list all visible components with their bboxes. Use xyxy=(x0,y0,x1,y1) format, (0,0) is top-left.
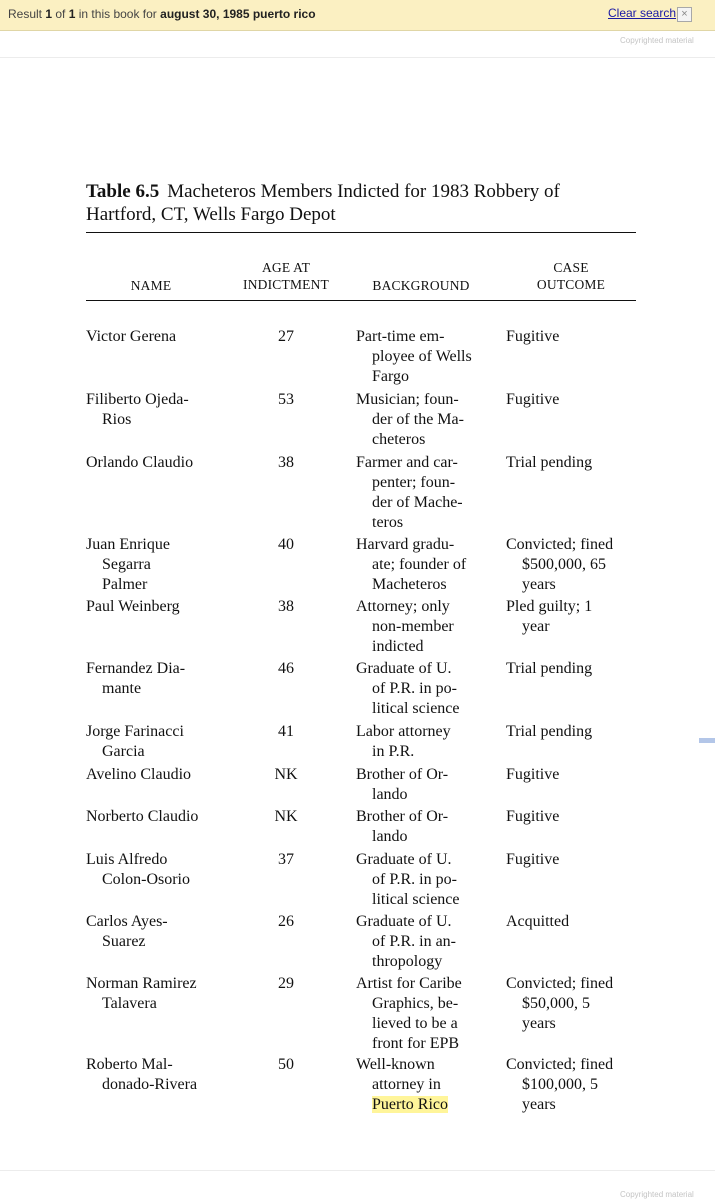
background-line: of P.R. in an- xyxy=(372,933,456,950)
outcome-line: Convicted; fined xyxy=(506,1056,614,1073)
name-line: Filiberto Ojeda- xyxy=(86,391,189,408)
cell-name xyxy=(86,807,261,827)
background-line: Harvard gradu- xyxy=(356,536,455,553)
background-line: cheteros xyxy=(372,431,426,448)
cell-age: 37 xyxy=(278,851,294,868)
name-line: Talavera xyxy=(102,995,157,1012)
outcome-line: $50,000, 5 xyxy=(522,995,590,1012)
page-bottom-strip xyxy=(0,1170,715,1201)
cell-name xyxy=(86,912,261,952)
background-line: Attorney; only xyxy=(356,598,450,615)
name-line: Luis Alfredo xyxy=(86,851,168,868)
background-line: Graduate of U. xyxy=(356,913,452,930)
table-header-rule xyxy=(86,300,636,301)
outcome-line: years xyxy=(522,576,556,593)
name-line: Suarez xyxy=(102,933,146,950)
header-outcome-line1: CASE xyxy=(553,260,589,275)
outcome-line: Fugitive xyxy=(506,391,560,408)
cell-name xyxy=(86,390,261,430)
cell-name xyxy=(86,597,261,617)
cell-age: 38 xyxy=(278,598,294,615)
cell-name xyxy=(86,722,261,762)
cell-background xyxy=(356,327,496,387)
cell-age: 27 xyxy=(278,328,294,345)
outcome-line: years xyxy=(522,1015,556,1032)
cell-name xyxy=(86,659,261,699)
background-line: penter; foun- xyxy=(372,474,456,491)
name-line: Paul Weinberg xyxy=(86,598,180,615)
outcome-line: Trial pending xyxy=(506,454,593,471)
name-line: Roberto Mal- xyxy=(86,1056,173,1073)
header-outcome-line2: OUTCOME xyxy=(536,277,606,292)
background-line: Brother of Or- xyxy=(356,766,449,783)
header-name: NAME xyxy=(130,278,172,293)
cell-outcome xyxy=(506,912,646,932)
cell-name xyxy=(86,453,261,473)
outcome-line: years xyxy=(522,1096,556,1113)
close-icon[interactable]: × xyxy=(677,7,692,22)
cell-name xyxy=(86,974,261,1014)
cell-outcome xyxy=(506,722,646,742)
name-line: Avelino Claudio xyxy=(86,766,192,783)
name-line: Palmer xyxy=(102,576,148,593)
cell-name xyxy=(86,1055,261,1095)
background-line: Brother of Or- xyxy=(356,808,449,825)
background-line: lando xyxy=(372,828,408,845)
background-line: lieved to be a xyxy=(372,1015,458,1032)
cell-background xyxy=(356,453,496,533)
background-line: teros xyxy=(372,514,404,531)
outcome-line: Trial pending xyxy=(506,660,593,677)
cell-age: 50 xyxy=(278,1056,294,1073)
cell-background xyxy=(356,535,496,595)
table-top-rule xyxy=(86,232,636,233)
background-line: front for EPB xyxy=(372,1035,460,1052)
background-line: Graduate of U. xyxy=(356,660,452,677)
background-line: Labor attorney xyxy=(356,723,451,740)
cell-age: NK xyxy=(274,766,298,783)
cell-name xyxy=(86,765,261,785)
background-line: Well-known xyxy=(356,1056,435,1073)
background-line: Macheteros xyxy=(372,576,447,593)
outcome-line: $500,000, 65 xyxy=(522,556,606,573)
outcome-line: Acquitted xyxy=(506,913,570,930)
outcome-line: Fugitive xyxy=(506,766,560,783)
name-line: Victor Gerena xyxy=(86,328,177,345)
cell-outcome xyxy=(506,765,646,785)
cell-age: 41 xyxy=(278,723,294,740)
outcome-line: Fugitive xyxy=(506,851,560,868)
background-line: litical science xyxy=(372,891,460,908)
cell-background xyxy=(356,390,496,450)
cell-background xyxy=(356,912,496,972)
outcome-line: Convicted; fined xyxy=(506,975,614,992)
background-line: of P.R. in po- xyxy=(372,680,457,697)
background-line: non-member xyxy=(372,618,454,635)
name-line: Juan Enrique xyxy=(86,536,170,553)
search-result-text: Result 1 of 1 in this book for august 30, 1985 puerto rico xyxy=(8,7,316,21)
name-line: Colon-Osorio xyxy=(102,871,190,888)
name-line: Segarra xyxy=(102,556,151,573)
cell-background xyxy=(356,850,496,910)
background-line: Graphics, be- xyxy=(372,995,459,1012)
cell-name xyxy=(86,327,261,347)
background-line: Musician; foun- xyxy=(356,391,459,408)
background-line: Artist for Caribe xyxy=(356,975,462,992)
result-current: 1 xyxy=(45,7,53,21)
background-line: Part-time em- xyxy=(356,328,445,345)
name-line: donado-Rivera xyxy=(102,1076,198,1093)
scroll-marker[interactable] xyxy=(699,738,715,743)
background-line: der of Mache- xyxy=(372,494,463,511)
cell-outcome xyxy=(506,327,646,347)
outcome-line: Fugitive xyxy=(506,328,560,345)
cell-background xyxy=(356,974,496,1054)
background-line: of P.R. in po- xyxy=(372,871,457,888)
name-line: Orlando Claudio xyxy=(86,454,194,471)
cell-age: 38 xyxy=(278,454,294,471)
cell-outcome xyxy=(506,659,646,679)
cell-outcome xyxy=(506,597,646,637)
cell-age: 46 xyxy=(278,660,294,677)
cell-outcome xyxy=(506,390,646,410)
search-query: august 30, 1985 puerto rico xyxy=(160,7,316,21)
background-line: thropology xyxy=(372,953,443,970)
cell-background xyxy=(356,597,496,657)
header-age-line2: INDICTMENT xyxy=(243,277,329,292)
background-line: in P.R. xyxy=(372,743,415,760)
background-line: Fargo xyxy=(372,368,410,385)
copyright-notice-top: Copyrighted material xyxy=(620,36,694,45)
name-line: Rios xyxy=(102,411,132,428)
name-line: Norman Ramirez xyxy=(86,975,197,992)
result-total: 1 xyxy=(68,7,76,21)
name-line: mante xyxy=(102,680,142,697)
name-line: Fernandez Dia- xyxy=(86,660,186,677)
outcome-line: Fugitive xyxy=(506,808,560,825)
cell-background xyxy=(356,659,496,719)
name-line: Norberto Claudio xyxy=(86,808,199,825)
cell-age: 53 xyxy=(278,391,294,408)
cell-age: 26 xyxy=(278,913,294,930)
cell-outcome xyxy=(506,850,646,870)
header-age-line1: AGE AT xyxy=(261,260,311,275)
outcome-line: year xyxy=(522,618,550,635)
table-title-line1: Macheteros Members Indicted for 1983 Robbery of xyxy=(167,181,560,202)
background-line: Graduate of U. xyxy=(356,851,452,868)
cell-background xyxy=(356,1055,496,1115)
cell-outcome xyxy=(506,453,646,473)
cell-outcome xyxy=(506,535,646,595)
header-age xyxy=(226,259,346,293)
outcome-line: Trial pending xyxy=(506,723,593,740)
cell-outcome xyxy=(506,974,646,1034)
outcome-line: Convicted; fined xyxy=(506,536,614,553)
name-line: Jorge Farinacci xyxy=(86,723,184,740)
cell-background xyxy=(356,765,496,805)
cell-background xyxy=(356,807,496,847)
table-label: Table 6.5 xyxy=(86,181,160,202)
table-title-line2: Hartford, CT, Wells Fargo Depot xyxy=(86,204,336,225)
header-background: BACKGROUND xyxy=(372,278,470,293)
background-line: litical science xyxy=(372,700,460,717)
background-line: lando xyxy=(372,786,408,803)
header-outcome xyxy=(506,259,636,293)
background-line: indicted xyxy=(372,638,424,655)
copyright-notice-bottom: Copyrighted material xyxy=(620,1190,694,1199)
cell-outcome xyxy=(506,807,646,827)
cell-age: 40 xyxy=(278,536,294,553)
cell-background xyxy=(356,722,496,762)
name-line: Garcia xyxy=(102,743,145,760)
outcome-line: Pled guilty; 1 xyxy=(506,598,593,615)
background-line: ate; founder of xyxy=(372,556,467,573)
cell-name xyxy=(86,535,261,595)
cell-name xyxy=(86,850,261,890)
cell-age: NK xyxy=(274,808,298,825)
background-line: Farmer and car- xyxy=(356,454,458,471)
table-title xyxy=(86,180,646,226)
name-line: Carlos Ayes- xyxy=(86,913,168,930)
cell-outcome xyxy=(506,1055,646,1115)
background-line: attorney in xyxy=(372,1076,441,1093)
cell-age: 29 xyxy=(278,975,294,992)
clear-search-link[interactable]: Clear search xyxy=(608,6,677,20)
background-line: ployee of Wells xyxy=(372,348,472,365)
outcome-line: $100,000, 5 xyxy=(522,1076,598,1093)
search-highlight: Puerto Rico xyxy=(372,1096,448,1113)
background-line: der of the Ma- xyxy=(372,411,464,428)
